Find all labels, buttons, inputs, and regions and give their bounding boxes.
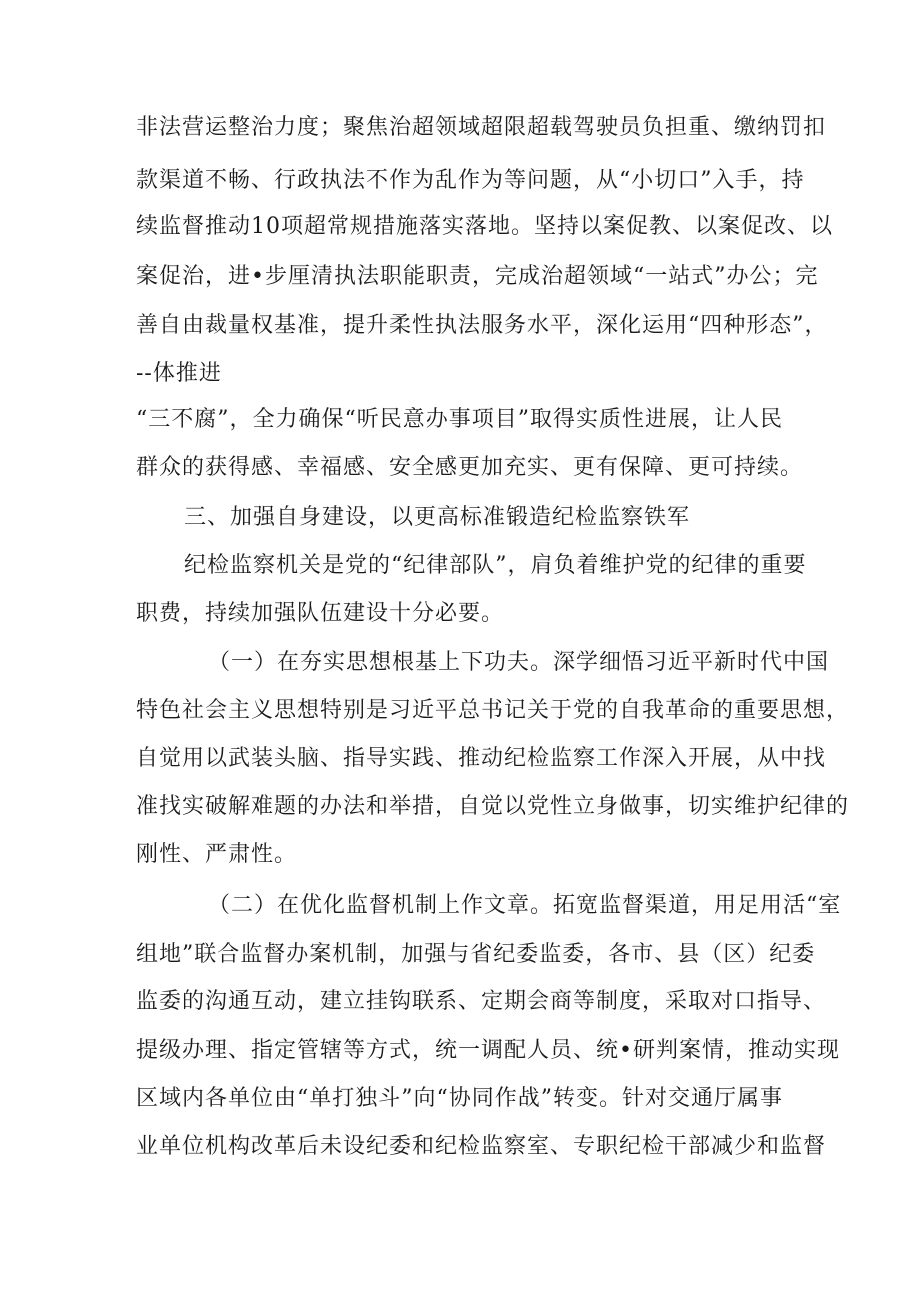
subsection-line: （二）在优化监督机制上作文章。拓宽监督渠道，用足用活“室 [208, 893, 842, 918]
text-line: 群众的获得感、幸福感、安全感更加充实、更有保障、更可持续。 [136, 455, 804, 480]
text-line: 善自由裁量权基准，提升柔性执法服务水平，深化运用“四种形态”， [136, 313, 828, 338]
text-line: 案促治，进•步厘清执法职能职责，完成治超领域“一站式”办公；完 [136, 264, 819, 289]
subsection-line: （一）在夯实思想根基上下功夫。深学细悟习近平新时代中国 [208, 650, 830, 675]
text-line: 款渠道不畅、行政执法不作为乱作为等问题，从“小切口”入手，持 [136, 168, 805, 193]
section-heading: 三、加强自身建设，以更高标准锻造纪检监察铁军 [184, 505, 691, 530]
text-line: 纪检监察机关是党的“纪律部队”，肩负着维护党的纪律的重要 [184, 553, 807, 578]
text-line: 区域内各单位由“单打独斗”向“协同作战”转变。针对交通厅属事 [136, 1086, 783, 1111]
text-line: 职费，持续加强队伍建设十分必要。 [136, 601, 505, 626]
text-line: 监委的沟通互动，建立挂钩联系、定期会商等制度，采取对口指导、 [136, 989, 827, 1014]
text-line: 组地”联合监督办案机制，加强与省纪委监委，各市、县（区）纪委 [136, 942, 816, 967]
text-line: 刚性、严肃性。 [136, 842, 298, 867]
text-line: 提级办理、指定管辖等方式，统一调配人员、统•研判案情，推动实现 [136, 1038, 840, 1063]
text-line: --体推进 [136, 361, 222, 386]
text-line: 特色社会主义思想特别是习近平总书记关于党的自我革命的重要思想， [136, 698, 850, 723]
text-line: “三不腐”，全力确保“听民意办事项目”取得实质性进展，让人民 [136, 407, 783, 432]
text-line: 自觉用以武装头脑、指导实践、推动纪检监察工作深入开展，从中找 [136, 746, 827, 771]
text-line: 准找实破解难题的办法和举措，自觉以党性立身做事，切实维护纪律的 [136, 794, 850, 819]
text-line: 业单位机构改革后未设纪委和纪检监察室、专职纪检干部减少和监督 [136, 1134, 827, 1159]
text-line: 非法营运整治力度；聚焦治超领域超限超载驾驶员负担重、缴纳罚扣 [136, 115, 827, 140]
text-line: 续监督推动10项超常规措施落实落地。坚持以案促教、以案促改、以 [136, 214, 833, 239]
